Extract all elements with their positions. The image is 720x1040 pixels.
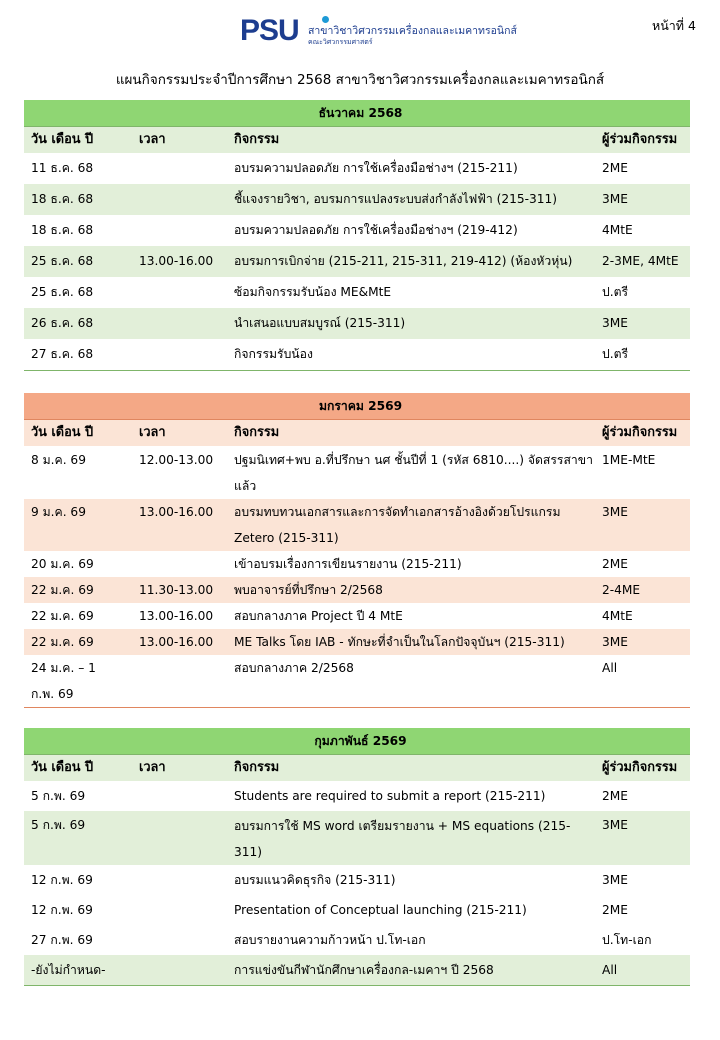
cell-activity: อบรมทบทวนเอกสารและการจัดทำเอกสารอ้างอิงด้วยโปรแกรม Zetero (215-311) xyxy=(227,499,595,551)
column-header-participants: ผู้ร่วมกิจกรรม xyxy=(595,755,690,782)
cell-date: 11 ธ.ค. 68 xyxy=(31,161,94,175)
cell-activity: ชี้แจงรายวิชา, อบรมการแปลงระบบส่งกำลังไฟฟ้า (215-311) xyxy=(227,184,595,215)
cell-participants: 3ME xyxy=(595,629,690,655)
cell-activity: อบรมการเบิกจ่าย (215-211, 215-311, 219-412) (ห้องหัวหุ่น) xyxy=(227,246,595,277)
cell-date: 5 ก.พ. 69 xyxy=(31,789,86,803)
cell-activity: อบรมความปลอดภัย การใช้เครื่องมือช่างฯ (215-211) xyxy=(234,161,518,175)
table-row xyxy=(24,184,690,215)
january-schedule-table xyxy=(24,393,690,708)
column-header-time: เวลา xyxy=(132,420,227,447)
cell-time xyxy=(132,781,227,811)
cell-date: 27 ก.พ. 69 xyxy=(31,933,93,947)
cell-time xyxy=(132,811,227,865)
column-header-activity: กิจกรรม xyxy=(227,420,595,447)
cell-time: 13.00-16.00 xyxy=(132,246,227,277)
cell-activity: อบรมแนวคิดธุรกิจ (215-311) xyxy=(234,873,396,887)
cell-date: 25 ธ.ค. 68 xyxy=(31,285,94,299)
cell-participants: 2ME xyxy=(602,903,628,917)
cell-activity: ซ้อมกิจกรรมรับน้อง ME&MtE xyxy=(234,285,392,299)
cell-activity: อบรมการใช้ MS word เตรียมรายงาน + MS equations (215-311) xyxy=(227,811,595,865)
cell-participants: 3ME xyxy=(595,308,690,339)
column-header-date: วัน เดือน ปี xyxy=(24,127,132,154)
column-header-activity: กิจกรรม xyxy=(227,755,595,782)
table-row xyxy=(24,308,690,339)
cell-date: 27 ธ.ค. 68 xyxy=(24,339,132,371)
column-header-activity: กิจกรรม xyxy=(227,127,595,154)
table-row xyxy=(24,446,690,499)
table-row xyxy=(24,277,690,308)
column-header-participants: ผู้ร่วมกิจกรรม xyxy=(595,420,690,447)
table-row xyxy=(24,577,690,603)
logo-mark: PSU xyxy=(240,14,299,47)
logo-department-name: สาขาวิชาวิศวกรรมเครื่องกลและเมคาทรอนิกส์ xyxy=(308,25,517,37)
table-row xyxy=(24,551,690,577)
cell-participants: 3ME xyxy=(595,499,690,551)
cell-date: 26 ธ.ค. 68 xyxy=(24,308,132,339)
column-header-participants: ผู้ร่วมกิจกรรม xyxy=(595,127,690,154)
table-row xyxy=(24,629,690,655)
column-header-date: วัน เดือน ปี xyxy=(24,755,132,782)
cell-time xyxy=(132,655,227,708)
cell-time: 12.00-13.00 xyxy=(139,453,214,467)
cell-participants: 3ME xyxy=(602,873,628,887)
cell-date: 12 ก.พ. 69 xyxy=(31,873,93,887)
cell-participants: 2ME xyxy=(602,161,628,175)
cell-participants: 4MtE xyxy=(602,609,633,623)
psu-logo xyxy=(240,12,517,48)
table-row xyxy=(24,603,690,629)
cell-activity: ปฐมนิเทศ+พบ อ.ที่ปรึกษา นศ ชั้นปีที่ 1 (รหัส 6810....) จัดสรรสาขาแล้ว xyxy=(234,453,593,493)
cell-participants: All xyxy=(595,955,690,986)
cell-participants: 2-3ME, 4MtE xyxy=(595,246,690,277)
column-header-time: เวลา xyxy=(132,755,227,782)
cell-participants: 3ME xyxy=(595,811,690,865)
table-row xyxy=(24,499,690,551)
cell-activity: สอบกลางภาค Project ปี 4 MtE xyxy=(234,609,403,623)
cell-date: 8 ม.ค. 69 xyxy=(31,453,86,467)
cell-participants: ป.โท-เอก xyxy=(602,933,652,947)
cell-time xyxy=(132,551,227,577)
cell-participants: 2ME xyxy=(602,789,628,803)
cell-time xyxy=(132,153,227,184)
cell-time xyxy=(132,339,227,371)
cell-activity: การแข่งขันกีฬานักศึกษาเครื่องกล-เมคาฯ ปี 2568 xyxy=(227,955,595,986)
cell-date: 9 ม.ค. 69 xyxy=(24,499,132,551)
cell-participants: ป.ตรี xyxy=(602,285,629,299)
table-row xyxy=(24,215,690,246)
month-heading: มกราคม 2569 xyxy=(24,393,690,420)
table-row xyxy=(24,781,690,811)
cell-activity: ME Talks โดย IAB - ทักษะที่จำเป็นในโลกปัจจุบันฯ (215-311) xyxy=(227,629,595,655)
cell-time xyxy=(132,308,227,339)
cell-activity: เข้าอบรมเรื่องการเขียนรายงาน (215-211) xyxy=(234,557,462,571)
cell-time xyxy=(132,955,227,986)
cell-time xyxy=(132,277,227,308)
cell-activity: อบรมความปลอดภัย การใช้เครื่องมือช่างฯ (219-412) xyxy=(234,223,518,237)
cell-participants: All xyxy=(595,655,690,708)
table-row xyxy=(24,895,690,925)
page-number: หน้าที่ 4 xyxy=(652,18,696,33)
table-row xyxy=(24,811,690,865)
cell-time: 13.00-16.00 xyxy=(139,609,214,623)
logo-faculty-name: คณะวิศวกรรมศาสตร์ xyxy=(308,38,373,46)
cell-activity: Presentation of Conceptual launching (215-211) xyxy=(234,903,527,917)
table-row xyxy=(24,865,690,895)
cell-activity: สอบกลางภาค 2/2568 xyxy=(227,655,595,708)
cell-date: 5 ก.พ. 69 xyxy=(24,811,132,865)
cell-activity: Students are required to submit a report (215-211) xyxy=(234,789,546,803)
document-title: แผนกิจกรรมประจำปีการศึกษา 2568 สาขาวิชาวิศวกรรมเครื่องกลและเมคาทรอนิกส์ xyxy=(115,72,605,88)
cell-time: 13.00-16.00 xyxy=(132,629,227,655)
cell-date: 22 ม.ค. 69 xyxy=(31,609,94,623)
cell-participants: 2ME xyxy=(602,557,628,571)
cell-time xyxy=(132,215,227,246)
table-row xyxy=(24,153,690,184)
cell-participants: 1ME-MtE xyxy=(602,453,656,467)
cell-time xyxy=(132,184,227,215)
cell-time xyxy=(132,895,227,925)
cell-participants: 2-4ME xyxy=(595,577,690,603)
cell-date: 12 ก.พ. 69 xyxy=(31,903,93,917)
cell-participants: 3ME xyxy=(595,184,690,215)
cell-date: 22 ม.ค. 69 xyxy=(24,629,132,655)
cell-time: 13.00-16.00 xyxy=(132,499,227,551)
column-header-date: วัน เดือน ปี xyxy=(24,420,132,447)
month-heading: กุมภาพันธ์ 2569 xyxy=(24,728,690,755)
cell-date: -ยังไม่กำหนด- xyxy=(24,955,132,986)
cell-time: 11.30-13.00 xyxy=(132,577,227,603)
february-schedule-table xyxy=(24,728,690,986)
month-heading: ธันวาคม 2568 xyxy=(24,100,690,127)
cell-date: 25 ธ.ค. 68 xyxy=(24,246,132,277)
cell-date: 18 ธ.ค. 68 xyxy=(31,223,94,237)
table-row xyxy=(24,955,690,986)
table-row xyxy=(24,339,690,371)
cell-activity: นำเสนอแบบสมบูรณ์ (215-311) xyxy=(227,308,595,339)
table-row xyxy=(24,925,690,955)
column-header-time: เวลา xyxy=(132,127,227,154)
table-row xyxy=(24,246,690,277)
cell-date: 20 ม.ค. 69 xyxy=(31,557,94,571)
cell-date: 18 ธ.ค. 68 xyxy=(24,184,132,215)
cell-participants: 4MtE xyxy=(602,223,633,237)
cell-activity: สอบรายงานความก้าวหน้า ป.โท-เอก xyxy=(234,933,426,947)
cell-activity: กิจกรรมรับน้อง xyxy=(227,339,595,371)
cell-date: 22 ม.ค. 69 xyxy=(24,577,132,603)
cell-date: 24 ม.ค. – 1 ก.พ. 69 xyxy=(24,655,132,708)
december-schedule-table xyxy=(24,100,690,371)
table-row xyxy=(24,655,690,708)
cell-time xyxy=(132,925,227,955)
cell-time xyxy=(132,865,227,895)
cell-participants: ป.ตรี xyxy=(595,339,690,371)
cell-activity: พบอาจารย์ที่ปรึกษา 2/2568 xyxy=(227,577,595,603)
